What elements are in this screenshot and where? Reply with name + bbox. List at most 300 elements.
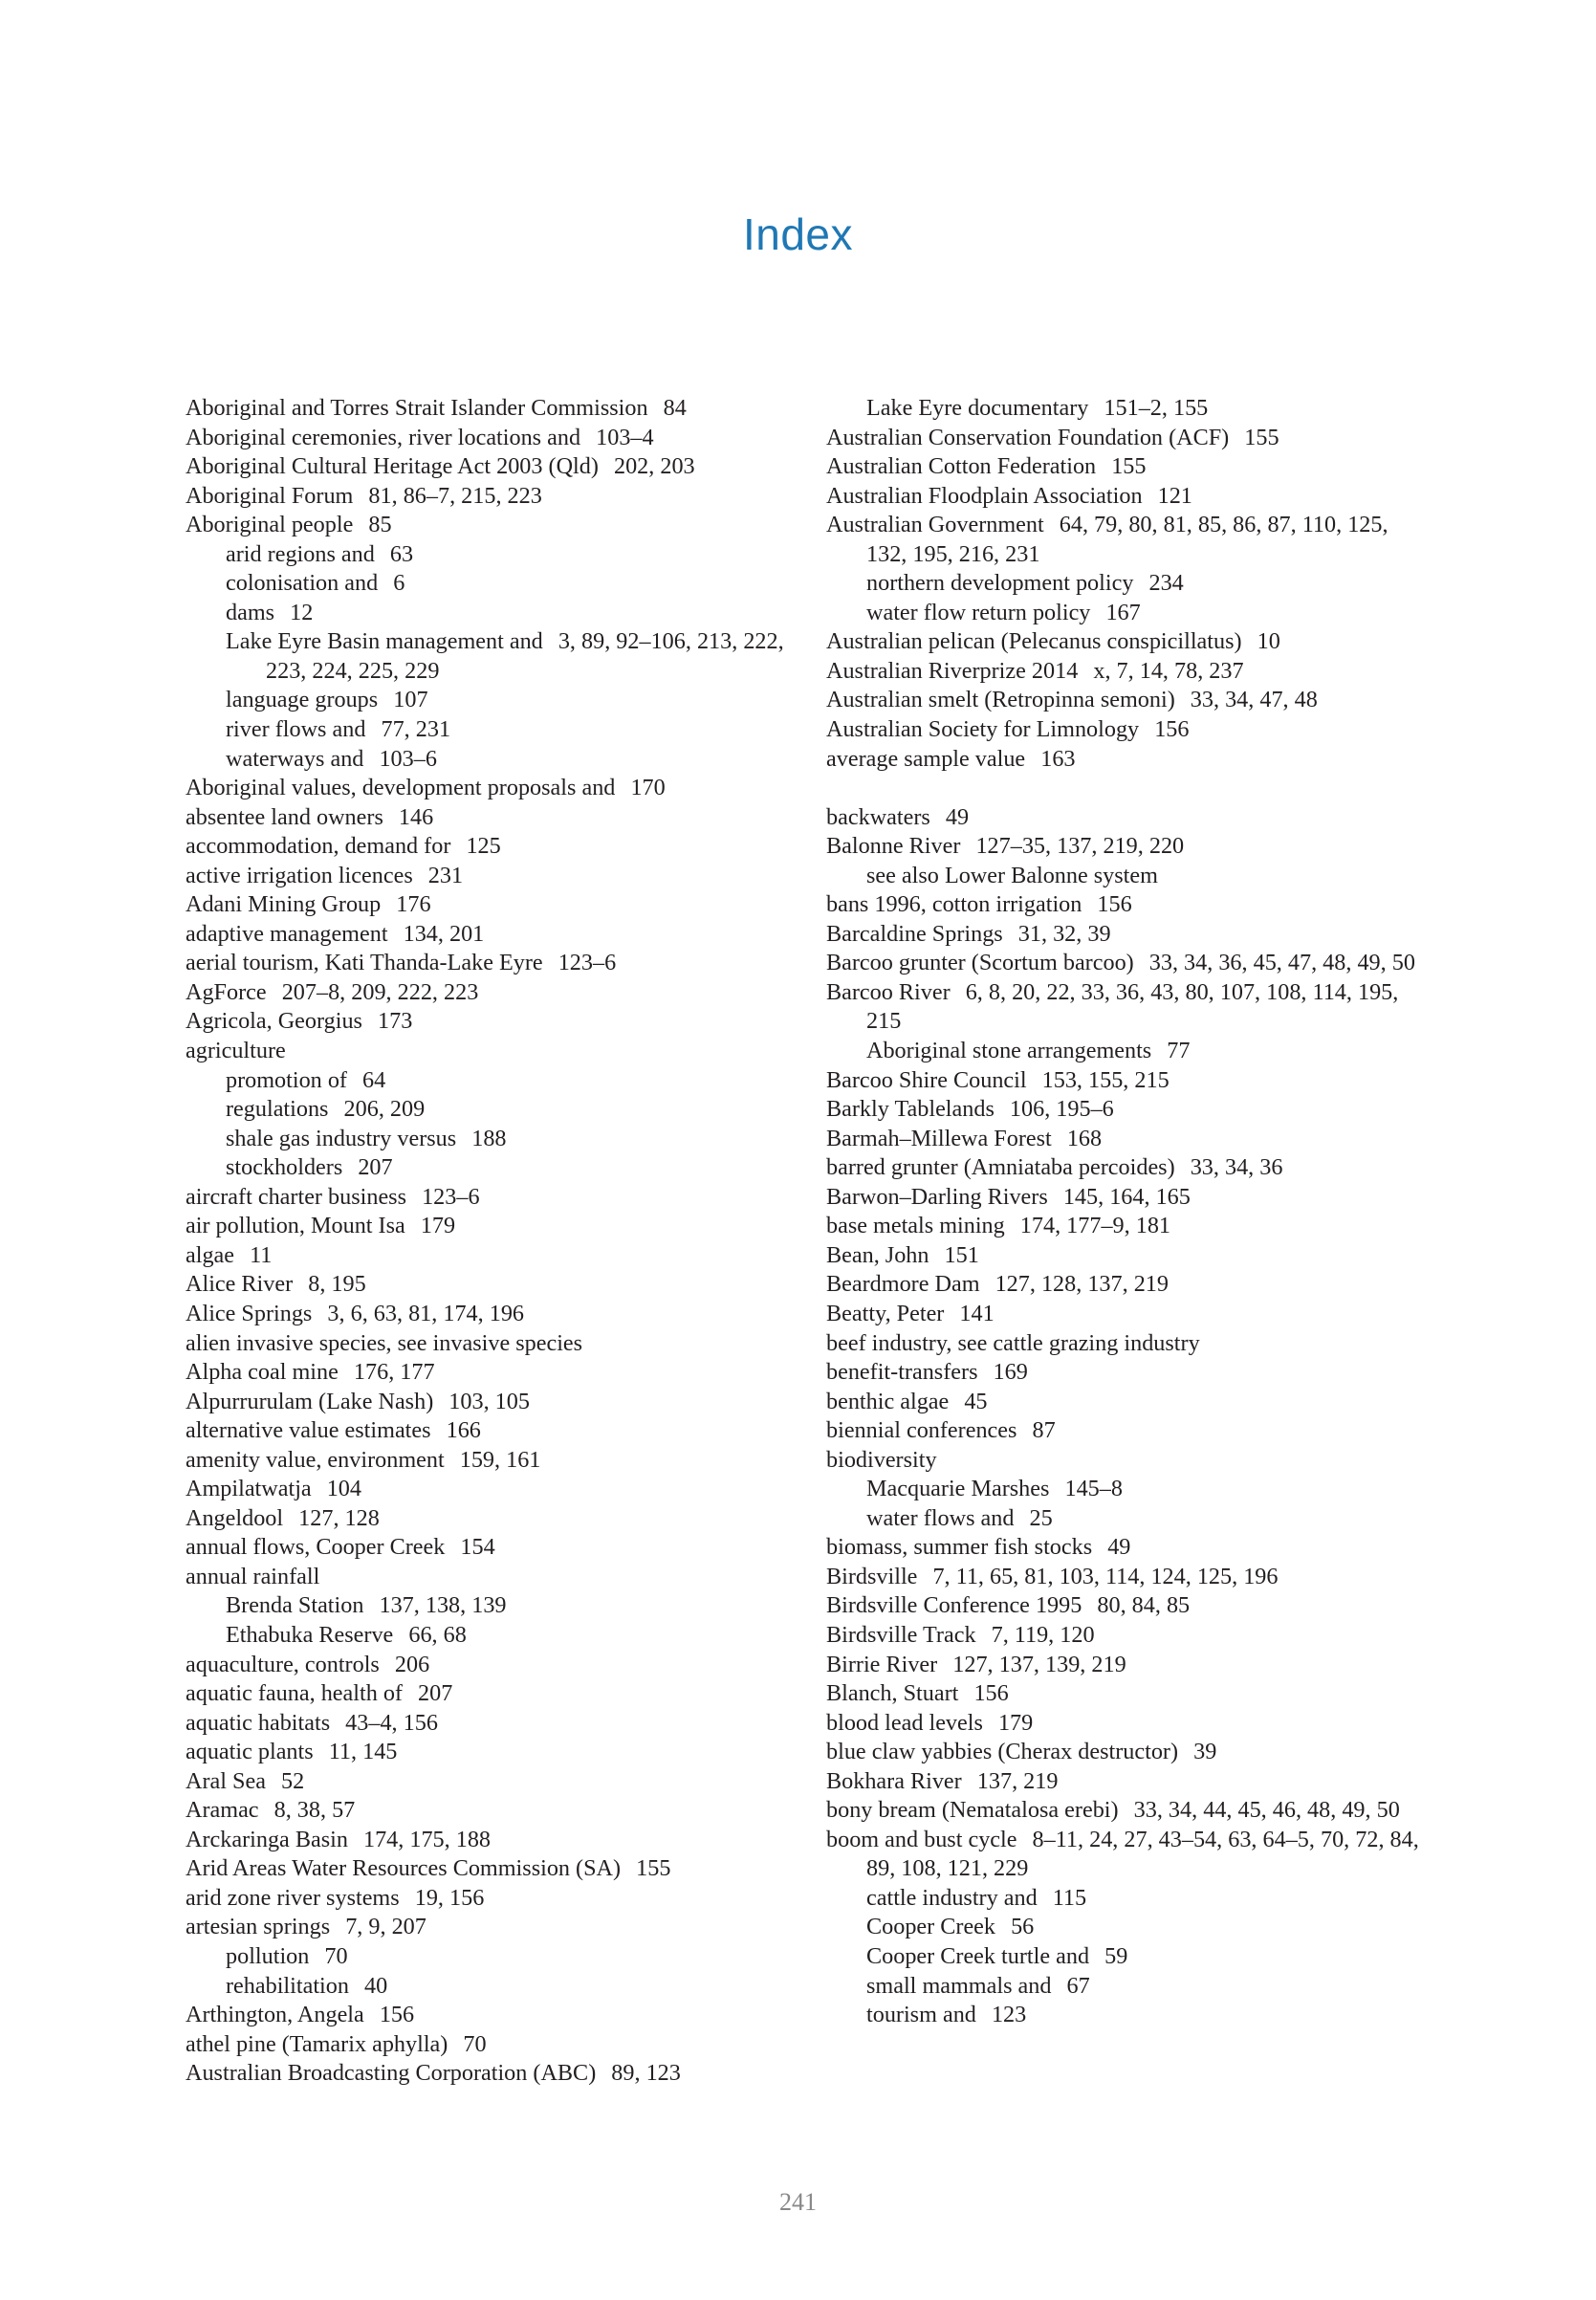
index-page-refs: 3, 6, 63, 81, 174, 196 [327,1300,524,1326]
index-subentry [826,1884,1429,1914]
index-page-refs: 206, 209 [343,1096,426,1123]
index-subentry [186,1942,798,1972]
index-term: Birdsville Conference 1995 [826,1592,1082,1619]
index-page-refs: 151–2, 155 [1104,395,1209,421]
index-subentry [186,1125,798,1154]
page-number: 241 [779,2188,817,2216]
index-term: cattle industry and [866,1884,1038,1911]
index-page-refs: 87 [1032,1417,1056,1444]
index-term: Arckaringa Basin [186,1826,348,1852]
index-page-refs: 156 [1097,891,1132,918]
index-page-refs: 64 [362,1066,386,1093]
index-entry [826,1563,1429,1592]
index-entry [826,424,1429,453]
index-entry [186,2059,798,2089]
index-entry [186,452,798,482]
index-page-refs: 8, 195 [308,1271,366,1298]
index-subentry [826,1504,1429,1534]
index-page-refs: 176, 177 [353,1359,435,1386]
index-page-refs: 234 [1148,570,1184,597]
index-page-refs: 123 [991,2002,1027,2028]
index-term: boom and bust cycle [826,1826,1017,1852]
index-term: Aral Sea [186,1767,266,1794]
index-term: shale gas industry versus [226,1125,457,1151]
index-page-refs: 106, 195–6 [1009,1096,1114,1123]
index-term: adaptive management [186,920,388,947]
index-subentry [826,1037,1429,1066]
index-term: Australian pelican (Pelecanus conspicillatus) [826,628,1242,655]
index-entry [186,1300,798,1329]
index-entry [826,1095,1429,1125]
index-entry [186,774,798,803]
index-column-right [826,394,1429,2030]
index-page-refs: 123–6 [422,1183,480,1210]
index-entry [826,1826,1429,1884]
index-term: Barcaldine Springs [826,920,1003,947]
index-term: aerial tourism, Kati Thanda-Lake Eyre [186,950,543,976]
index-page-refs: 39 [1193,1739,1217,1765]
index-term: Australian Cotton Federation [826,453,1097,480]
index-term: biomass, summer fish stocks [826,1534,1093,1561]
index-page-refs: 70 [324,1942,348,1969]
index-entry [826,627,1429,657]
index-entry [826,1241,1429,1271]
index-page-refs: 43–4, 156 [345,1709,438,1736]
index-subentry [186,745,798,775]
index-entry [826,1533,1429,1563]
index-page-refs: 202, 203 [613,453,695,480]
index-entry [826,1446,1429,1476]
index-subentry [186,1095,798,1125]
index-entry [826,715,1429,745]
index-page-refs: 151 [944,1241,979,1268]
index-page-refs: 170 [630,775,666,801]
index-page-refs: 207 [358,1154,393,1181]
index-entry [186,1388,798,1417]
index-page-refs: 25 [1029,1504,1053,1531]
index-entry [826,1651,1429,1680]
index-page-refs: 40 [364,1972,388,1999]
index-entry [826,1183,1429,1213]
index-term: alien invasive species, see invasive species [186,1329,583,1356]
index-page-refs: 155 [1111,453,1147,480]
index-page-refs: 66, 68 [408,1621,467,1648]
index-subentry [826,569,1429,599]
index-term: Aboriginal stone arrangements [866,1038,1152,1064]
index-term: dams [226,599,275,625]
index-term: Australian Government [826,512,1044,538]
index-page-refs: 207 [418,1680,453,1707]
index-term: Australian smelt (Retropinna semoni) [826,687,1175,713]
index-page-refs: 159, 161 [459,1446,541,1473]
index-subentry [186,1591,798,1621]
index-subentry [826,1972,1429,2002]
index-term: Bean, John [826,1241,929,1268]
index-page-refs: 12 [290,599,314,625]
index-entry [186,482,798,512]
index-entry [186,1183,798,1213]
index-term: Barkly Tablelands [826,1096,995,1123]
index-entry [826,1270,1429,1300]
index-page-refs: 169 [993,1359,1028,1386]
index-term: aquatic habitats [186,1709,331,1736]
index-page-refs: 174, 177–9, 181 [1019,1213,1171,1239]
index-entry [186,949,798,978]
index-entry [826,452,1429,482]
index-term: amenity value, environment [186,1446,445,1473]
index-page-refs: 77 [1167,1038,1191,1064]
index-term: agriculture [186,1038,286,1064]
index-page-refs: 206 [394,1651,430,1677]
index-page-refs: 103, 105 [448,1388,530,1414]
index-term: Barcoo Shire Council [826,1066,1027,1093]
page-title: Index [742,209,854,259]
index-entry [826,686,1429,715]
index-term: Bokhara River [826,1767,962,1794]
index-term: blood lead levels [826,1709,983,1736]
index-subentry [186,1066,798,1096]
index-page-refs: 127–35, 137, 219, 220 [975,833,1185,860]
index-page-refs: 168 [1066,1125,1103,1151]
index-entry [186,1416,798,1446]
index-term: Agricola, Georgius [186,1008,362,1035]
index-term: aquatic plants [186,1739,314,1765]
index-term: rehabilitation [226,1972,349,1999]
index-entry [186,890,798,920]
index-entry [826,890,1429,920]
index-entry [186,424,798,453]
index-page-refs: 45 [964,1388,988,1414]
index-page-refs: 33, 34, 44, 45, 46, 48, 49, 50 [1133,1797,1400,1824]
index-page-refs: 146 [398,803,434,830]
index-entry [186,1504,798,1534]
index-subentry [186,1621,798,1651]
index-entry [826,1796,1429,1826]
index-term: Birdsville Track [826,1621,976,1648]
index-subentry [826,1913,1429,1942]
index-term: arid regions and [226,540,375,567]
index-term: Arid Areas Water Resources Commission (SA) [186,1855,622,1882]
index-page-refs: 174, 175, 188 [362,1826,492,1852]
index-term: waterways and [226,745,364,772]
index-term: algae [186,1241,235,1268]
index-page-refs: x, 7, 14, 78, 237 [1093,657,1244,684]
index-entry [186,803,798,833]
index-term: accommodation, demand for [186,833,451,860]
index-page-refs: 85 [368,512,392,538]
index-term: Alice River [186,1271,294,1298]
index-term: Ethabuka Reserve [226,1621,394,1648]
index-subentry [826,599,1429,628]
index-term: Australian Riverprize 2014 [826,657,1079,684]
index-page-refs: 80, 84, 85 [1097,1592,1191,1619]
index-entry [186,1446,798,1476]
index-entry [826,1329,1429,1359]
index-entry [826,978,1429,1037]
index-page-refs: 179 [420,1213,456,1239]
index-term: Aramac [186,1797,259,1824]
index-term: Lake Eyre documentary [866,395,1089,421]
index-page-refs: 49 [945,803,970,830]
index-page-refs: 19, 156 [414,1884,485,1911]
index-term: absentee land owners [186,803,383,830]
index-page-refs: 84 [663,395,687,421]
index-entry [826,1591,1429,1621]
index-term: regulations [226,1096,329,1123]
index-term: biennial conferences [826,1417,1017,1444]
index-term: water flows and [866,1504,1015,1531]
index-page-refs: 107 [393,687,428,713]
index-page-refs: 155 [1244,424,1279,450]
index-term: alternative value estimates [186,1417,431,1444]
index-term: artesian springs [186,1914,331,1940]
index-entry [186,511,798,540]
index-page-refs: 31, 32, 39 [1017,920,1111,947]
index-term: Aboriginal ceremonies, river locations and [186,424,581,450]
index-entry [186,2001,798,2030]
index-page-refs: 52 [281,1767,305,1794]
index-term: bans 1996, cotton irrigation [826,891,1082,918]
index-term: annual flows, Cooper Creek [186,1534,446,1561]
index-page-refs: 141 [959,1300,995,1326]
index-subentry [186,715,798,745]
index-term: base metals mining [826,1213,1005,1239]
index-page-refs: 56 [1011,1914,1035,1940]
index-page-refs: 6, 8, 20, 22, 33, 36, 43, 80, 107, 108, 114, 195, 215 [866,978,1399,1035]
index-page-refs: 33, 34, 47, 48 [1190,687,1318,713]
index-entry [186,1913,798,1942]
index-page-refs: 3, 89, 92–106, 213, 222, 223, 224, 225, 229 [266,628,784,684]
index-page-refs: 103–6 [379,745,437,772]
index-page-refs: 155 [636,1855,671,1882]
index-term: water flow return policy [866,599,1091,625]
index-entry [826,949,1429,978]
index-term: aircraft charter business [186,1183,407,1210]
index-term: beef industry, see cattle grazing industry [826,1329,1200,1356]
index-entry [186,1270,798,1300]
index-column-left [186,394,798,2089]
index-page-refs: 231 [427,862,464,888]
index-page-refs: 173 [378,1008,413,1035]
index-term: tourism and [866,2002,976,2028]
index-entry [826,1767,1429,1797]
index-entry [186,1037,798,1066]
index-page-refs: 153, 155, 215 [1041,1066,1170,1093]
index-subentry [186,540,798,570]
index-entry [826,1358,1429,1388]
index-entry [186,1738,798,1767]
index-term: arid zone river systems [186,1884,400,1911]
index-term: benefit-transfers [826,1359,978,1386]
index-term: biodiversity [826,1446,937,1473]
index-entry [826,1416,1429,1446]
index-page-refs: 70 [463,2030,487,2057]
index-term: river flows and [226,716,366,743]
index-entry [826,832,1429,862]
index-page-refs: 123–6 [558,950,617,976]
index-subentry [186,1972,798,2002]
index-entry [186,1475,798,1504]
index-page-refs: 64, 79, 80, 81, 85, 86, 87, 110, 125, 132, 195, 216, 231 [866,512,1388,567]
index-subentry [186,599,798,628]
index-term: stockholders [226,1154,343,1181]
index-entry [186,1329,798,1359]
index-page-refs: 63 [389,540,414,567]
index-entry [826,482,1429,512]
index-entry [826,1679,1429,1709]
index-page-refs: 7, 11, 65, 81, 103, 114, 124, 125, 196 [932,1563,1279,1589]
index-entry [186,1854,798,1884]
index-page-refs: 8, 38, 57 [273,1797,356,1824]
index-page-refs: 137, 219 [976,1767,1059,1794]
index-term: Barmah–Millewa Forest [826,1125,1052,1151]
index-term: Aboriginal and Torres Strait Islander Commission [186,395,648,421]
index-page-refs: 49 [1107,1534,1131,1561]
index-entry [186,1533,798,1563]
index-entry [186,394,798,424]
index-term: Aboriginal Cultural Heritage Act 2003 (Qld) [186,453,599,480]
index-page-refs: 8–11, 24, 27, 43–54, 63, 64–5, 70, 72, 84, 89, 108, 121, 229 [866,1826,1419,1882]
index-page-refs: 33, 34, 36 [1190,1154,1283,1181]
index-term: northern development policy [866,570,1134,597]
index-term: average sample value [826,745,1026,772]
index-entry [186,920,798,950]
index-term: language groups [226,687,379,713]
index-term: Aboriginal Forum [186,482,354,509]
index-entry [186,1826,798,1855]
index-page-refs: 121 [1157,482,1192,509]
index-term: Alpha coal mine [186,1359,339,1386]
index-term: Brenda Station [226,1592,364,1619]
index-term: promotion of [226,1066,347,1093]
index-entry [186,1651,798,1680]
index-subentry [186,686,798,715]
index-page-refs: 145, 164, 165 [1062,1183,1191,1210]
index-entry [826,1153,1429,1183]
index-term: Angeldool [186,1504,284,1531]
index-term: Beatty, Peter [826,1300,945,1326]
index-page-refs: 156 [973,1680,1009,1707]
index-term: Blanch, Stuart [826,1680,959,1707]
index-page-refs: 81, 86–7, 215, 223 [368,482,542,509]
index-page-refs: 156 [1154,716,1190,743]
index-page-refs: 179 [997,1709,1034,1736]
index-entry [186,862,798,891]
index-entry [826,1621,1429,1651]
index-term: barred grunter (Amniataba percoides) [826,1154,1175,1181]
index-term: see also Lower Balonne system [866,862,1158,888]
index-subentry [186,569,798,599]
index-entry [186,1709,798,1739]
index-term: Barcoo grunter (Scortum barcoo) [826,950,1134,976]
index-term: Arthington, Angela [186,2002,364,2028]
index-page-refs: 167 [1105,599,1141,625]
index-term: Beardmore Dam [826,1271,980,1298]
index-entry [826,511,1429,569]
index-page-refs: 33, 34, 36, 45, 47, 48, 49, 50 [1148,950,1415,976]
index-entry [186,978,798,1008]
index-page-refs: 125 [466,833,501,860]
index-page-refs: 67 [1066,1972,1090,1999]
index-term: aquatic fauna, health of [186,1680,403,1707]
index-term: pollution [226,1942,310,1969]
index-term: Australian Broadcasting Corporation (ABC) [186,2060,597,2087]
index-term: Australian Floodplain Association [826,482,1143,509]
index-page-refs: 103–4 [596,424,654,450]
index-page-refs: 207–8, 209, 222, 223 [281,978,479,1005]
index-subentry [826,394,1429,424]
index-subentry [826,1942,1429,1972]
index-term: Aboriginal values, development proposals and [186,775,616,801]
index-term: small mammals and [866,1972,1052,1999]
index-term: Barcoo River [826,978,951,1005]
index-entry [186,2030,798,2060]
index-entry [826,1125,1429,1154]
index-page-refs: 145–8 [1064,1476,1123,1502]
index-subentry [186,627,798,686]
index-entry [826,803,1429,833]
index-term: Alice Springs [186,1300,313,1326]
index-term: Birrie River [826,1651,938,1677]
index-entry [826,920,1429,950]
index-entry [826,1300,1429,1329]
index-entry [186,832,798,862]
index-term: athel pine (Tamarix aphylla) [186,2030,448,2057]
index-entry [186,1563,798,1592]
index-entry [186,1007,798,1037]
index-page-refs: 7, 119, 120 [991,1621,1095,1648]
index-term: Macquarie Marshes [866,1476,1050,1502]
index-term: Aboriginal people [186,512,354,538]
index-page-refs: 11 [250,1241,273,1268]
index-page-refs: 176 [396,891,431,918]
index-entry [186,1212,798,1241]
index-term: Birdsville [826,1563,918,1589]
index-term: Ampilatwatja [186,1476,312,1502]
index-term: Adani Mining Group [186,891,382,918]
index-term: annual rainfall [186,1563,320,1589]
index-page-refs: 137, 138, 139 [379,1592,507,1619]
index-term: bony bream (Nematalosa erebi) [826,1797,1119,1824]
index-page-refs: 115 [1052,1884,1087,1911]
index-entry [826,1709,1429,1739]
index-term: Lake Eyre Basin management and [226,628,543,655]
index-term: backwaters [826,803,930,830]
index-page-refs: 127, 128 [298,1504,380,1531]
index-page-refs: 188 [471,1125,507,1151]
index-subentry [826,862,1429,891]
index-subentry [826,1475,1429,1504]
index-entry [186,1796,798,1826]
index-entry [186,1767,798,1797]
index-term: air pollution, Mount Isa [186,1213,405,1239]
index-term: AgForce [186,978,267,1005]
index-entry [826,1212,1429,1241]
index-entry [826,1066,1429,1096]
index-term: Alpurrurulam (Lake Nash) [186,1388,434,1414]
index-term: Australian Conservation Foundation (ACF) [826,424,1230,450]
index-page-refs: 7, 9, 207 [345,1914,426,1940]
index-page-refs: 6 [393,570,405,597]
index-subentry [186,1153,798,1183]
index-entry [826,745,1429,775]
index-entry [186,1679,798,1709]
index-subentry [826,2001,1429,2030]
index-term: colonisation and [226,570,379,597]
index-term: Cooper Creek [866,1914,996,1940]
index-page-refs: 59 [1104,1942,1128,1969]
index-term: blue claw yabbies (Cherax destructor) [826,1739,1179,1765]
